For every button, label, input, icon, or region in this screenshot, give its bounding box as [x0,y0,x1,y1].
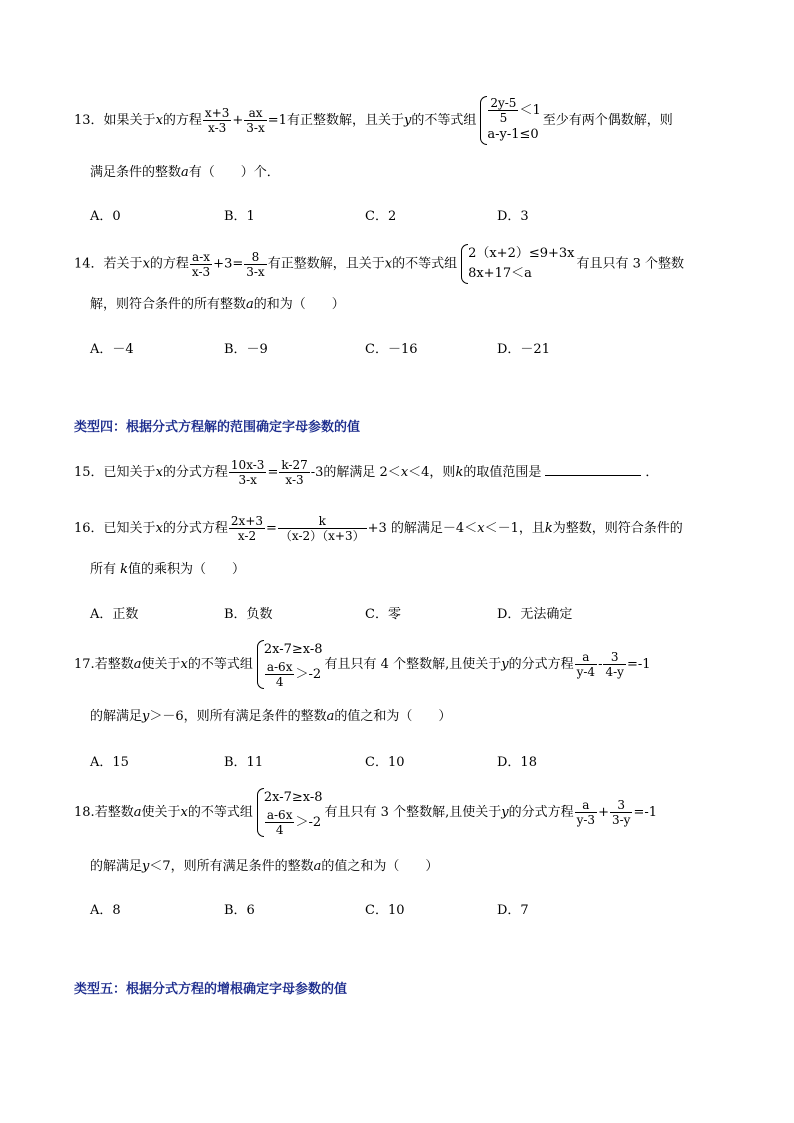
inequality-system: 2（x+2）≤9+3x 8x+17＜a [459,244,574,284]
fraction: $\frac{10x-3}{3-x}$ [230,458,265,487]
option-a: A．0 [90,209,121,224]
question-16: 16．已知关于x的分式方程 $\frac{2x+3}{x-2}$ = $\frac{k}{(x-2)(x+3)}$ +3 的解满足－4＜x＜－1，且k为整数，则符合条件的 [74,514,683,543]
fraction: $\frac{x+3}{x-3}$ [204,106,230,135]
option-a: A．正数 [90,607,139,622]
fraction: $\frac{k}{(x-2)(x+3)}$ [279,514,365,543]
question-number: 16． [74,521,104,536]
fraction: $\frac{3}{4-y}$ [605,650,624,679]
question-number: 18. [74,805,95,820]
option-b: B．负数 [224,607,273,622]
question-16-line2: 所有 k值的乘积为（ ） [90,562,246,577]
question-14-line2: 解，则符合条件的所有整数a的和为（ ） [90,297,345,312]
fraction: $\frac{ax}{3-x}$ [246,106,265,135]
fraction: $\frac{8}{3-x}$ [246,249,265,279]
section-heading: 类型五：根据分式方程的增根确定字母参数的值 [74,982,348,997]
option-d: D．3 [497,209,529,224]
option-d: D．－21 [497,342,550,357]
option-c: C．－16 [365,342,418,357]
question-18-line2: 的解满足y＜7，则所有满足条件的整数a的值之和为（ ） [90,859,439,874]
question-13: 13．如果关于x的方程 $\frac{x+3}{x-3}$ + $\frac{ax}{3-x}$ =1有正整数解，且关于y的不等式组 $\frac{2y-5}{5}$ ＜1 a-y-1≤0 至少有两个偶数解，则 [74,96,673,145]
question-number: 13． [74,113,104,128]
option-c: C．零 [365,607,401,622]
fraction: $\frac{a}{y-4}$ [576,650,596,679]
option-d: D．7 [497,903,529,918]
question-14: 14．若关于x的方程 $\frac{a-x}{x-3}$ +3= $\frac{8}{3-x}$ 有正整数解，且关于x的不等式组 2（x+2）≤9+3x 8x+17＜a 有且只有 3 个整数 [74,244,684,284]
section-heading: 类型四：根据分式方程解的范围确定字母参数的值 [74,420,361,435]
option-c: C．10 [365,755,405,770]
question-number: 15． [74,465,104,480]
inequality-system: 2x-7≥x-8 $\frac{a-6x}{4}$ ＞-2 [255,788,323,837]
fraction: $\frac{k-27}{x-3}$ [281,458,308,487]
fraction: $\frac{a-x}{x-3}$ [191,249,211,279]
inequality-system: 2x-7≥x-8 $\frac{a-6x}{4}$ ＞-2 [255,640,323,689]
option-b: B．－9 [224,342,268,357]
question-number: 14． [74,256,104,272]
option-a: A．－4 [90,342,134,357]
answer-blank[interactable] [545,463,641,476]
option-b: B．6 [224,903,255,918]
option-a: A．8 [90,903,121,918]
option-b: B．1 [224,209,255,224]
fraction: $\frac{a}{y-3}$ [576,798,596,827]
question-13-line2: 满足条件的整数a有（ ）个． [90,165,280,180]
option-b: B．11 [224,755,264,770]
option-c: C．2 [365,209,397,224]
option-d: D．无法确定 [497,607,573,622]
question-17-line2: 的解满足y＞－6，则所有满足条件的整数a的值之和为（ ） [90,709,452,724]
option-c: C．10 [365,903,405,918]
inequality-system: $\frac{2y-5}{5}$ ＜1 a-y-1≤0 [478,96,540,145]
fraction: $\frac{2x+3}{x-2}$ [230,514,264,543]
question-17: 17.若整数a使关于x的不等式组 2x-7≥x-8 $\frac{a-6x}{4}$ ＞-2 有且只有 4 个整数解,且使关于y的分式方程 $\frac{a}{y-4}$ - $\frac{3}{4-y}$ =-1 [74,642,651,689]
option-a: A．15 [90,755,129,770]
question-18: 18.若整数a使关于x的不等式组 2x-7≥x-8 $\frac{a-6x}{4}$ ＞-2 有且只有 3 个整数解,且使关于y的分式方程 $\frac{a}{y-3}$ + $\frac{3}{3-y}$ =-1 [74,790,657,837]
option-d: D．18 [497,755,537,770]
question-number: 17. [74,657,95,672]
question-15: 15．已知关于x的分式方程 $\frac{10x-3}{3-x}$ = $\frac{k-27}{x-3}$ -3的解满足 2＜x＜4，则k的取值范围是 ． [74,458,659,487]
fraction: $\frac{3}{3-y}$ [611,798,631,827]
